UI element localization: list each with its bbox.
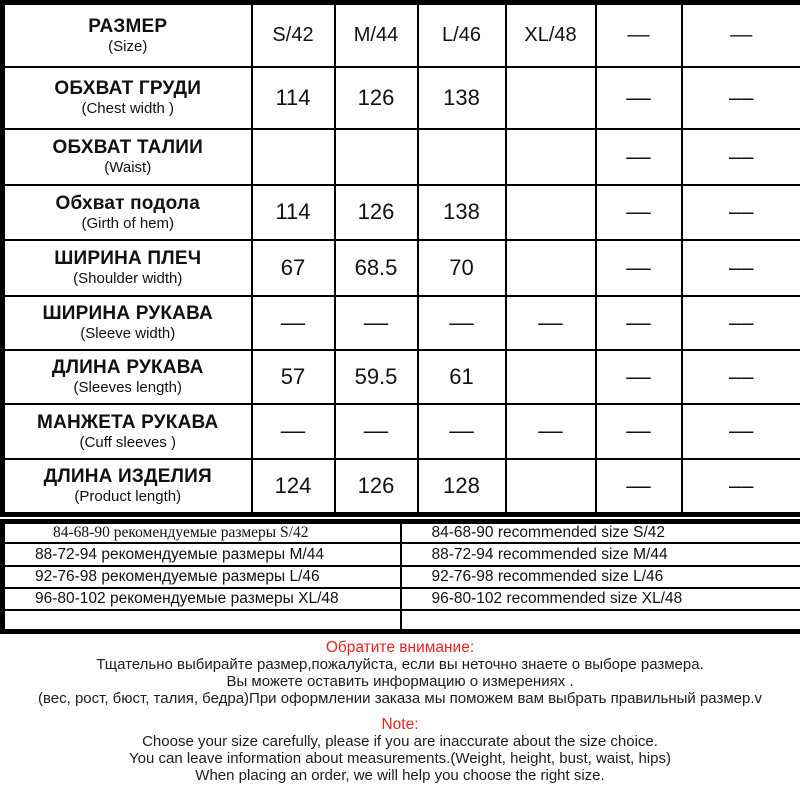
- value-cell: L/46: [418, 3, 506, 67]
- recommendation-en: 96-80-102 recommended size XL/48: [401, 588, 800, 610]
- value-cell: ––: [596, 404, 682, 459]
- value-cell: M/44: [335, 3, 418, 67]
- table-row-size: [3, 3, 800, 67]
- row-label-en: (Shoulder width): [73, 270, 183, 287]
- value-cell: 68.5: [335, 240, 418, 296]
- row-header-size: [3, 3, 252, 67]
- note-line: You can leave information about measurements.(Weight, height, bust, waist, hips): [129, 749, 671, 767]
- row-header-product-length: [3, 459, 252, 515]
- row-label-en: (Sleeve width): [80, 325, 176, 342]
- value-cell: [335, 129, 418, 185]
- table-row-waist: [3, 129, 800, 185]
- value-cell: ––: [596, 350, 682, 404]
- empty-cell: [401, 610, 800, 631]
- table-row-sleeve-width: [3, 296, 800, 350]
- row-header-cuff: [3, 404, 252, 459]
- value-cell: 126: [335, 185, 418, 240]
- value-cell: ––: [682, 3, 800, 67]
- row-label-ru: ОБХВАТ ТАЛИИ: [52, 137, 203, 158]
- value-cell: ––: [682, 459, 800, 515]
- value-cell: 128: [418, 459, 506, 515]
- recommendation-row: [3, 543, 800, 566]
- recommendation-en: 92-76-98 recommended size L/46: [401, 566, 800, 588]
- value-cell: XL/48: [506, 3, 596, 67]
- value-cell: 67: [252, 240, 335, 296]
- value-cell: 57: [252, 350, 335, 404]
- value-cell: 138: [418, 185, 506, 240]
- value-cell: [506, 67, 596, 129]
- value-cell: ––: [596, 240, 682, 296]
- row-header-shoulder: [3, 240, 252, 296]
- note-line: Тщательно выбирайте размер,пожалуйста, если вы неточно знаете о выборе размера.: [96, 655, 704, 673]
- note-ru-heading: Обратите внимание:: [325, 638, 475, 656]
- note-line: (вес, рост, бюст, талия, бедра)При оформлении заказа мы поможем вам выбрать правильный размер.v: [37, 689, 763, 707]
- value-cell: ––: [596, 3, 682, 67]
- table-row-chest: [3, 67, 800, 129]
- value-cell: [506, 240, 596, 296]
- value-cell: [506, 185, 596, 240]
- table-row-product-length: [3, 459, 800, 515]
- row-header-waist: [3, 129, 252, 185]
- row-header-chest: [3, 67, 252, 129]
- value-cell: 61: [418, 350, 506, 404]
- row-label-ru: Обхват подола: [55, 192, 200, 214]
- empty-cell: [3, 610, 401, 631]
- row-label-en: (Cuff sleeves ): [79, 433, 176, 451]
- row-header-hem: [3, 185, 252, 240]
- value-cell: 59.5: [335, 350, 418, 404]
- recommendation-ru: 88-72-94 рекомендуемые размеры M/44: [3, 543, 401, 566]
- value-cell: ––: [596, 129, 682, 185]
- recommendation-row: [3, 522, 800, 544]
- recommendation-en: 84-68-90 recommended size S/42: [401, 522, 800, 544]
- recommendation-en: 88-72-94 recommended size M/44: [401, 543, 800, 566]
- table-row-hem: [3, 185, 800, 240]
- row-label-ru: РАЗМЕР: [88, 15, 168, 37]
- note-ru: [0, 639, 800, 707]
- recommendation-ru: 96-80-102 рекомендуемые размеры XL/48: [3, 588, 401, 610]
- value-cell: 138: [418, 67, 506, 129]
- table-row-sleeve-length: [3, 350, 800, 404]
- row-label-en: (Sleeves length): [73, 379, 182, 396]
- value-cell: ––: [506, 296, 596, 350]
- value-cell: [252, 129, 335, 185]
- value-cell: ––: [682, 350, 800, 404]
- row-label-ru: ШИРИНА РУКАВА: [42, 303, 213, 324]
- note-line: Choose your size carefully, please if you are inaccurate about the size choice.: [142, 732, 658, 750]
- row-label-ru: ШИРИНА ПЛЕЧ: [54, 248, 202, 269]
- value-cell: ––: [682, 240, 800, 296]
- recommendation-ru: 92-76-98 рекомендуемые размеры L/46: [3, 566, 401, 588]
- row-label-en: (Size): [108, 37, 148, 55]
- value-cell: [506, 459, 596, 515]
- value-cell: ––: [335, 296, 418, 350]
- row-label-en: (Girth of hem): [81, 214, 175, 232]
- value-cell: ––: [335, 404, 418, 459]
- value-cell: 114: [252, 67, 335, 129]
- value-cell: 114: [252, 185, 335, 240]
- value-cell: ––: [596, 185, 682, 240]
- note-line: When placing an order, we will help you choose the right size.: [195, 766, 605, 784]
- value-cell: ––: [596, 67, 682, 129]
- value-cell: 70: [418, 240, 506, 296]
- recommendation-row: [3, 588, 800, 610]
- row-label-en: (Waist): [104, 159, 152, 176]
- note-line: Вы можете оставить информацию о измерениях .: [226, 672, 574, 690]
- value-cell: ––: [506, 404, 596, 459]
- note-en-heading: Note:: [381, 715, 419, 733]
- recommendation-ru: 84-68-90 рекомендуемые размеры S/42: [3, 522, 401, 544]
- value-cell: 124: [252, 459, 335, 515]
- row-header-sleeve-length: [3, 350, 252, 404]
- value-cell: ––: [596, 296, 682, 350]
- value-cell: [418, 129, 506, 185]
- value-cell: [506, 350, 596, 404]
- row-header-sleeve-width: [3, 296, 252, 350]
- recommendations-table: [0, 519, 800, 634]
- value-cell: ––: [252, 296, 335, 350]
- note-en: [0, 716, 800, 784]
- row-label-ru: ОБХВАТ ГРУДИ: [54, 78, 202, 99]
- table-row-shoulder: [3, 240, 800, 296]
- table-row-cuff: [3, 404, 800, 459]
- value-cell: 126: [335, 459, 418, 515]
- value-cell: 126: [335, 67, 418, 129]
- recommendation-row-empty: [3, 610, 800, 631]
- value-cell: ––: [682, 129, 800, 185]
- value-cell: ––: [682, 296, 800, 350]
- value-cell: ––: [418, 296, 506, 350]
- value-cell: ––: [682, 67, 800, 129]
- row-label-en: (Product length): [74, 488, 182, 506]
- value-cell: S/42: [252, 3, 335, 67]
- value-cell: ––: [252, 404, 335, 459]
- row-label-ru: ДЛИНА РУКАВА: [51, 357, 204, 378]
- row-label-ru: ДЛИНА ИЗДЕЛИЯ: [43, 466, 212, 488]
- value-cell: [506, 129, 596, 185]
- value-cell: ––: [596, 459, 682, 515]
- value-cell: ––: [418, 404, 506, 459]
- value-cell: ––: [682, 185, 800, 240]
- recommendation-row: [3, 566, 800, 588]
- row-label-en: (Chest width ): [81, 100, 175, 117]
- row-label-ru: МАНЖЕТА РУКАВА: [37, 411, 219, 433]
- value-cell: ––: [682, 404, 800, 459]
